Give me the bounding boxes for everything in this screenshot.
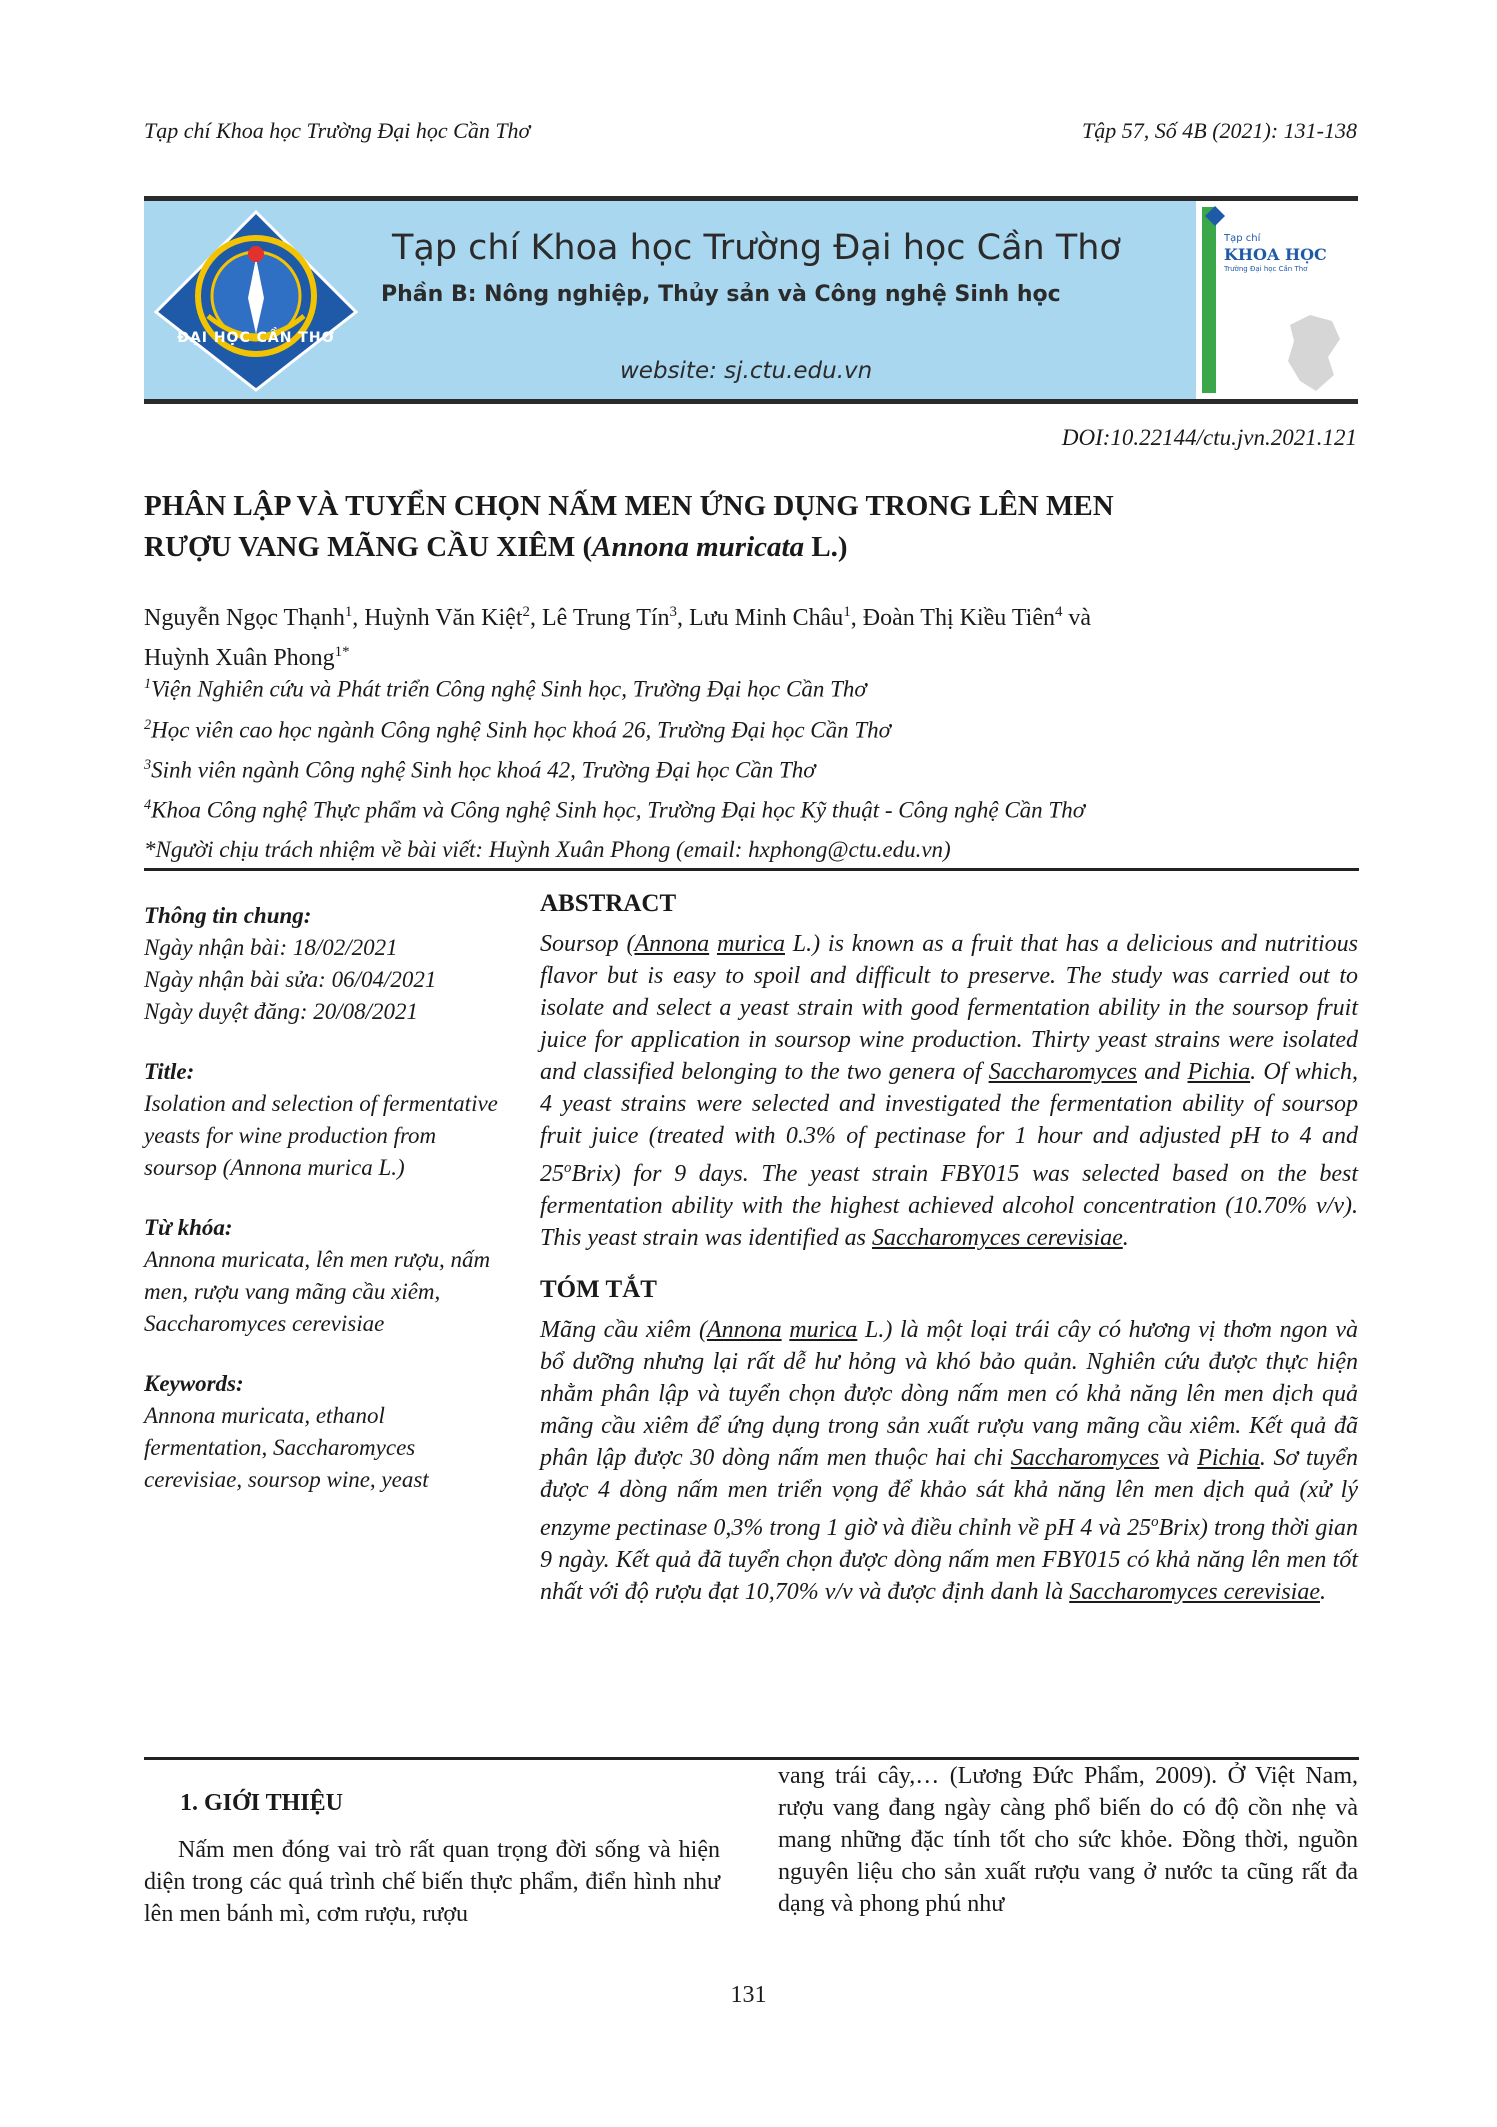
author-list: [144, 595, 1359, 675]
keywords-vi-text: Annona muricata, lên men rượu, nấm men, rượu vang mãng cầu xiêm, Saccharomyces cerevisiae: [144, 1247, 491, 1336]
cover-university: Trường Đại học Cần Thơ: [1224, 265, 1308, 273]
paper-title: [144, 486, 1359, 568]
author-separator: ,: [529, 605, 542, 631]
affiliation-mark: 3: [144, 757, 152, 773]
tomtat-text-part: . Sơ tuyển được 4 dòng nấm men triển vọng để khảo sát khả năng lên men dịch quả (xử lý enzyme pectinase 0,3% trong 1 giờ và điều chỉnh về pH 4 và 25: [540, 1445, 1359, 1541]
author-name: Huỳnh Văn Kiệt: [364, 605, 523, 631]
abstract-species-name: Saccharomyces cerevisiae: [872, 1225, 1123, 1251]
title-line-1: PHÂN LẬP VÀ TUYỂN CHỌN NẤM MEN ỨNG DỤNG TRONG LÊN MEN: [144, 490, 1114, 522]
abstract-genus: Pichia: [1187, 1059, 1251, 1085]
tomtat-species-name: Saccharomyces cerevisiae: [1069, 1579, 1320, 1605]
accepted-date: Ngày duyệt đăng: 20/08/2021: [144, 999, 419, 1024]
introduction-text-right: vang trái cây,… (Lương Đức Phẩm, 2009). Ở Việt Nam, rượu vang đang ngày càng phổ biến do có độ cồn nhẹ và mang những đặc tính tốt cho sức khỏe. Đồng thời, nguồn nguyên liệu cho sản xuất rượu vang ở nước ta cũng rất đa dạng và phong phú như: [778, 1763, 1358, 1917]
author-name: Nguyễn Ngọc Thạnh: [144, 605, 345, 631]
author-affiliation-mark: 4: [1054, 604, 1063, 620]
affiliation-text: Khoa Công nghệ Thực phẩm và Công nghệ Sinh học, Trường Đại học Kỹ thuật - Công nghệ Cần Thơ: [151, 797, 1085, 823]
author-affiliation-mark: 1: [843, 604, 851, 620]
title-part-b: L.): [804, 531, 848, 563]
author-separator: và: [1062, 605, 1092, 631]
english-title-heading: Title:: [144, 1059, 195, 1084]
tomtat-text-part: .: [1320, 1579, 1326, 1605]
introduction-text-left: Nấm men đóng vai trò rất quan trọng đời sống và hiện diện trong các quá trình chế biến thực phẩm, điển hình như lên men bánh mì, cơm rượu, rượu: [144, 1837, 720, 1927]
affiliation-text: Học viên cao học ngành Công nghệ Sinh học khoá 26, Trường Đại học Cần Thơ: [151, 717, 891, 743]
abstract-heading: ABSTRACT: [540, 890, 677, 917]
cover-map-icon: [1280, 311, 1350, 397]
cover-green-stripe: [1202, 207, 1216, 393]
author-affiliation-mark: 2: [522, 604, 530, 620]
revised-date: Ngày nhận bài sửa: 06/04/2021: [144, 967, 437, 992]
tomtat-text-part: và: [1159, 1445, 1198, 1471]
tomtat-text-part: L.) là một loại trái cây có hương vị thơm ngon và bổ dưỡng nhưng lại rất dễ hư hỏng và khó bảo quản. Nghiên cứu được thực hiện nhằm phân lập và tuyển chọn được dòng nấm men có khả năng lên men dịch quả mãng cầu xiêm để ứng dụng trong sản xuất rượu vang mãng cầu xiêm. Kết quả đã phân lập được 30 dòng nấm men thuộc hai chi: [540, 1317, 1358, 1471]
abstract-text-part: [709, 931, 717, 957]
author-name: Huỳnh Xuân Phong: [144, 645, 335, 671]
abstract-genus: Annona: [634, 931, 710, 957]
running-header-volume: Tập 57, Số 4B (2021): 131-138: [1082, 118, 1357, 143]
corresponding-author: *Người chịu trách nhiệm về bài viết: Huỳnh Xuân Phong (email: hxphong@ctu.edu.vn): [144, 837, 951, 862]
affiliation-text: Viện Nghiên cứu và Phát triển Công nghệ Sinh học, Trường Đại học Cần Thơ: [151, 676, 867, 702]
keywords-vi-heading: Từ khóa:: [144, 1215, 233, 1240]
tomtat-genus: Saccharomyces: [1010, 1445, 1160, 1471]
abstract-text-part: L.) is known as a fruit that has a delicious and nutritious flavor but is easy to spoil and difficult to preserve. The study was carried out to isolate and select a yeast strain with good fermentation ability in the soursop fruit juice for application in soursop wine production. Thirty yeast strains were isolated and classified belonging to the two genera of: [540, 931, 1359, 1085]
abstract-text-part: .: [1122, 1225, 1129, 1251]
tomtat-heading: TÓM TẮT: [540, 1276, 657, 1303]
cover-logo-icon: [1204, 205, 1226, 227]
abstract-species: murica: [716, 931, 785, 957]
author-separator: ,: [352, 605, 365, 631]
general-info-heading: Thông tin chung:: [144, 903, 312, 928]
tomtat-text-part: Brix) trong thời gian 9 ngày. Kết quả đã tuyển chọn được dòng nấm men FBY015 có khả năng lên men tốt nhất với độ rượu đạt 10,70% v/v và được định danh là: [540, 1515, 1358, 1605]
abstract-genus: Saccharomyces: [988, 1059, 1138, 1085]
title-part-a: RƯỢU VANG MÃNG CẦU XIÊM (: [144, 531, 593, 563]
abstract-text-part: Soursop (: [540, 931, 635, 957]
affiliation-2: [144, 717, 891, 744]
affiliation-1: [144, 676, 867, 703]
affiliation-text: Sinh viên ngành Công nghệ Sinh học khoá 42, Trường Đại học Cần Thơ: [151, 757, 816, 783]
cover-small-title: Tạp chí: [1224, 233, 1261, 244]
tomtat-text-part: Mãng cầu xiêm (: [540, 1317, 707, 1343]
tomtat-genus: Annona: [706, 1317, 782, 1343]
running-header-journal: Tạp chí Khoa học Trường Đại học Cần Thơ: [144, 118, 531, 143]
keywords-en-block: [144, 1368, 504, 1496]
title-line-2: [144, 527, 1359, 568]
tomtat-text: [540, 1314, 1358, 1608]
cover-big-title: KHOA HỌC: [1224, 245, 1327, 264]
author-affiliation-mark: 1*: [334, 644, 350, 660]
author-affiliation-mark: 1: [344, 604, 353, 620]
author-separator: ,: [850, 605, 863, 631]
author-affiliation-mark: 3: [669, 604, 677, 620]
tomtat-degree-mark: o: [1151, 1514, 1159, 1530]
author-name: Đoàn Thị Kiều Tiên: [862, 605, 1055, 631]
abstract-degree-mark: o: [564, 1160, 572, 1176]
keywords-vi-block: [144, 1212, 504, 1340]
banner-website: website: sj.ctu.edu.vn: [620, 358, 873, 384]
abstracts-column: [540, 890, 1358, 1608]
abstract-text-part: and: [1137, 1059, 1188, 1085]
page-number: 131: [730, 1982, 767, 2008]
author-separator: ,: [676, 605, 689, 631]
author-name: Lê Trung Tín: [541, 605, 670, 631]
english-title-block: [144, 1056, 504, 1184]
banner-subtitle: Phần B: Nông nghiệp, Thủy sản và Công nghệ Sinh học: [381, 282, 1061, 307]
header-divider: [144, 868, 1359, 871]
general-info-block: [144, 900, 504, 1028]
keywords-en-text: Annona muricata, ethanol fermentation, Saccharomyces cerevisiae, soursop wine, yeast: [144, 1403, 429, 1492]
abstract-text-part: . Of which, 4 yeast strains were selected and investigated the fermentation ability of soursop fruit juice (treated with 0.3% of pectinase for 1 hour and adjusted pH to 4 and 25: [540, 1059, 1358, 1187]
introduction-heading: 1. GIỚI THIỆU: [180, 1790, 343, 1816]
author-name: Lưu Minh Châu: [688, 605, 844, 631]
tomtat-species: murica: [789, 1317, 858, 1343]
article-info-sidebar: [144, 900, 504, 1524]
english-title-text: Isolation and selection of fermentative yeasts for wine production from soursop (Annona murica L.): [144, 1091, 498, 1180]
received-date: Ngày nhận bài: 18/02/2021: [144, 935, 398, 960]
affiliation-mark: 4: [144, 797, 152, 813]
tomtat-genus: Pichia: [1197, 1445, 1260, 1471]
doi: DOI:10.22144/ctu.jvn.2021.121: [1061, 425, 1357, 450]
university-logo-icon: [150, 206, 362, 394]
title-species: Annona muricata: [592, 531, 805, 563]
affiliation-mark: 2: [144, 717, 152, 733]
abstract-text: [540, 928, 1358, 1254]
keywords-en-heading: Keywords:: [144, 1371, 244, 1396]
university-logo-text: ĐẠI HỌC CẦN THƠ: [177, 330, 335, 346]
affiliation-3: [144, 757, 816, 784]
journal-cover-thumbnail: [1196, 201, 1358, 399]
abstract-text-part: Brix) for 9 days. The yeast strain FBY015 was selected based on the best fermentation ability with the highest achieved alcohol concentration (10.70% v/v). This yeast strain was identified as: [540, 1161, 1358, 1251]
banner-title: Tạp chí Khoa học Trường Đại học Cần Thơ: [392, 228, 1121, 268]
affiliation-mark: 1: [144, 676, 152, 692]
affiliation-4: [144, 797, 1085, 824]
